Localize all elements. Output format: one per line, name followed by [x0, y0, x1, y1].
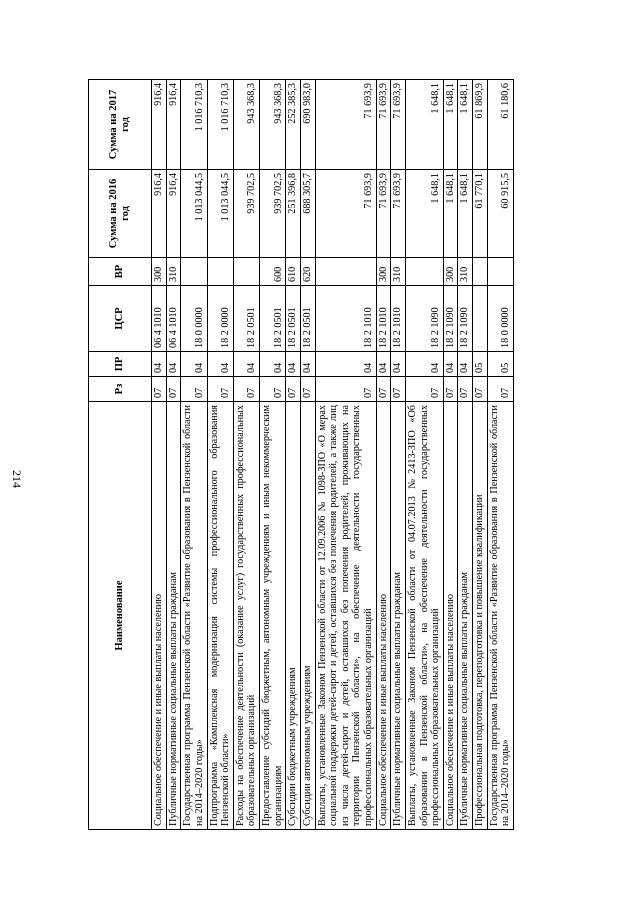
cell-sum-2017: 61 180,6 [487, 80, 513, 170]
cell-name: Государственная программа Пензенской области «Развитие образования в Пензенской области на 2014–2020 годы» [181, 402, 207, 830]
rotated-table-container [88, 80, 558, 830]
cell-pr: 04 [405, 352, 443, 377]
header-vr: ВР [89, 258, 152, 286]
table-row [286, 80, 301, 830]
cell-vr: 620 [300, 258, 315, 286]
cell-rz: 07 [458, 377, 473, 402]
cell-sum-2016: 1 648,1 [443, 170, 458, 258]
cell-sum-2016: 71 693,9 [376, 170, 391, 258]
cell-pr: 04 [300, 352, 315, 377]
cell-vr [181, 258, 207, 286]
cell-name: Субсидии автономным учреждениям [300, 402, 315, 830]
table-row [233, 80, 259, 830]
cell-sum-2017: 690 983,0 [300, 80, 315, 170]
cell-name: Профессиональная подготовка, переподготовка и повышение квалификации [473, 402, 488, 830]
cell-sum-2016: 1 648,1 [405, 170, 443, 258]
cell-vr [315, 258, 376, 286]
cell-pr: 04 [207, 352, 233, 377]
cell-name: Публичные нормативные социальные выплаты гражданам [458, 402, 473, 830]
cell-sum-2017: 1 648,1 [405, 80, 443, 170]
table-row [181, 80, 207, 830]
cell-csr: 18 2 0501 [300, 286, 315, 352]
cell-rz: 07 [487, 377, 513, 402]
cell-sum-2016: 916,4 [152, 170, 167, 258]
cell-name: Социальное обеспечение и иные выплаты населению [443, 402, 458, 830]
cell-name: Выплаты, установленные Законом Пензенской области от 12.09.2006 № 1098-ЗПО «О мерах социальной поддержки детей-сирот и детей, оставшихся без попечения родителей, а также лиц из числа детей-сирот и детей, оставшихся без попечения родителей, проживающих на территории Пензенской области», на обеспечение деятельности государственных профессиональных образовательных организаций [315, 402, 376, 830]
table-row [443, 80, 458, 830]
cell-sum-2017: 61 869,9 [473, 80, 488, 170]
cell-rz: 07 [181, 377, 207, 402]
cell-sum-2016: 71 693,9 [315, 170, 376, 258]
cell-rz: 07 [315, 377, 376, 402]
cell-rz: 07 [405, 377, 443, 402]
cell-sum-2017: 943 368,3 [233, 80, 259, 170]
cell-csr: 18 2 1090 [405, 286, 443, 352]
cell-sum-2017: 916,4 [152, 80, 167, 170]
cell-vr: 310 [166, 258, 181, 286]
cell-csr: 18 2 0501 [233, 286, 259, 352]
header-sum-2016: Сумма на 2016 год [89, 170, 152, 258]
cell-pr: 04 [286, 352, 301, 377]
cell-pr: 04 [391, 352, 406, 377]
table-row [207, 80, 233, 830]
cell-csr: 18 2 1090 [443, 286, 458, 352]
cell-sum-2016: 251 396,8 [286, 170, 301, 258]
table-row [376, 80, 391, 830]
cell-sum-2016: 939 702,5 [260, 170, 286, 258]
cell-csr: 18 2 0501 [260, 286, 286, 352]
table-header-row [89, 80, 152, 830]
cell-vr [473, 258, 488, 286]
cell-name: Социальное обеспечение и иные выплаты населению [152, 402, 167, 830]
cell-rz: 07 [152, 377, 167, 402]
table-row [391, 80, 406, 830]
cell-pr: 05 [473, 352, 488, 377]
cell-rz: 07 [300, 377, 315, 402]
cell-sum-2017: 943 368,3 [260, 80, 286, 170]
cell-sum-2016: 61 770,1 [473, 170, 488, 258]
cell-vr: 310 [391, 258, 406, 286]
cell-pr: 04 [315, 352, 376, 377]
cell-name: Предоставление субсидий бюджетным, автономным учреждениям и иным некоммерческим организациям [260, 402, 286, 830]
table-body [152, 80, 514, 830]
header-rz: Рз [89, 377, 152, 402]
page-number: 214 [10, 470, 24, 488]
cell-sum-2017: 71 693,9 [315, 80, 376, 170]
cell-sum-2016: 688 305,7 [300, 170, 315, 258]
cell-pr: 04 [443, 352, 458, 377]
cell-pr: 04 [376, 352, 391, 377]
cell-name: Расходы на обеспечение деятельности (оказание услуг) государственных профессиональных образовательных организаций [233, 402, 259, 830]
cell-csr: 18 2 1010 [315, 286, 376, 352]
cell-name: Подпрограмма «Комплексная модернизация системы профессионального образования Пензенской области» [207, 402, 233, 830]
cell-sum-2016: 1 648,1 [458, 170, 473, 258]
cell-csr: 18 2 1090 [458, 286, 473, 352]
cell-vr: 300 [376, 258, 391, 286]
cell-csr [473, 286, 488, 352]
cell-name: Субсидии бюджетным учреждениям [286, 402, 301, 830]
cell-sum-2017: 1 648,1 [458, 80, 473, 170]
cell-sum-2016: 1 013 044,5 [207, 170, 233, 258]
cell-rz: 07 [233, 377, 259, 402]
cell-csr: 18 2 1010 [376, 286, 391, 352]
cell-pr: 04 [260, 352, 286, 377]
cell-sum-2017: 71 693,9 [376, 80, 391, 170]
cell-vr [233, 258, 259, 286]
cell-csr: 18 2 1010 [391, 286, 406, 352]
cell-rz: 07 [286, 377, 301, 402]
cell-csr: 06 4 1010 [152, 286, 167, 352]
cell-csr: 18 0 0000 [487, 286, 513, 352]
cell-sum-2016: 939 702,5 [233, 170, 259, 258]
header-csr: ЦСР [89, 286, 152, 352]
budget-table [88, 79, 514, 830]
cell-name: Социальное обеспечение и иные выплаты населению [376, 402, 391, 830]
cell-sum-2016: 60 915,5 [487, 170, 513, 258]
cell-pr: 04 [181, 352, 207, 377]
cell-vr: 300 [443, 258, 458, 286]
cell-vr [207, 258, 233, 286]
cell-vr: 310 [458, 258, 473, 286]
cell-pr: 04 [458, 352, 473, 377]
cell-csr: 18 0 0000 [181, 286, 207, 352]
cell-rz: 07 [443, 377, 458, 402]
table-row [487, 80, 513, 830]
table-row [473, 80, 488, 830]
cell-vr: 610 [286, 258, 301, 286]
table-row [300, 80, 315, 830]
cell-rz: 07 [391, 377, 406, 402]
cell-name: Государственная программа Пензенской области «Развитие образования в Пензенской области на 2014–2020 годы» [487, 402, 513, 830]
cell-rz: 07 [166, 377, 181, 402]
table-row [152, 80, 167, 830]
cell-csr: 18 2 0501 [286, 286, 301, 352]
cell-name: Публичные нормативные социальные выплаты гражданам [166, 402, 181, 830]
cell-rz: 07 [473, 377, 488, 402]
header-sum-2017: Сумма на 2017 год [89, 80, 152, 170]
cell-sum-2017: 252 385,3 [286, 80, 301, 170]
cell-vr [405, 258, 443, 286]
cell-csr: 18 2 0000 [207, 286, 233, 352]
table-row [166, 80, 181, 830]
cell-sum-2017: 1 016 710,3 [207, 80, 233, 170]
cell-pr: 04 [166, 352, 181, 377]
cell-sum-2016: 916,4 [166, 170, 181, 258]
cell-name: Публичные нормативные социальные выплаты гражданам [391, 402, 406, 830]
cell-sum-2017: 916,4 [166, 80, 181, 170]
cell-vr: 300 [152, 258, 167, 286]
cell-vr [487, 258, 513, 286]
cell-pr: 04 [233, 352, 259, 377]
cell-sum-2016: 1 013 044,5 [181, 170, 207, 258]
cell-sum-2016: 71 693,9 [391, 170, 406, 258]
cell-rz: 07 [376, 377, 391, 402]
cell-rz: 07 [260, 377, 286, 402]
cell-sum-2017: 71 693,9 [391, 80, 406, 170]
cell-sum-2017: 1 016 710,3 [181, 80, 207, 170]
cell-sum-2017: 1 648,1 [443, 80, 458, 170]
cell-rz: 07 [207, 377, 233, 402]
table-row [315, 80, 376, 830]
table-row [260, 80, 286, 830]
table-row [405, 80, 443, 830]
cell-pr: 04 [152, 352, 167, 377]
cell-vr: 600 [260, 258, 286, 286]
table-row [458, 80, 473, 830]
cell-name: Выплаты, установленные Законом Пензенской области от 04.07.2013 №2413-ЗПО «Об образовании в Пензенской области», на обеспечение деятельности государственных профессиональных образовательных организаций [405, 402, 443, 830]
cell-pr: 05 [487, 352, 513, 377]
cell-csr: 06 4 1010 [166, 286, 181, 352]
header-name: Наименование [89, 402, 152, 830]
header-pr: ПР [89, 352, 152, 377]
